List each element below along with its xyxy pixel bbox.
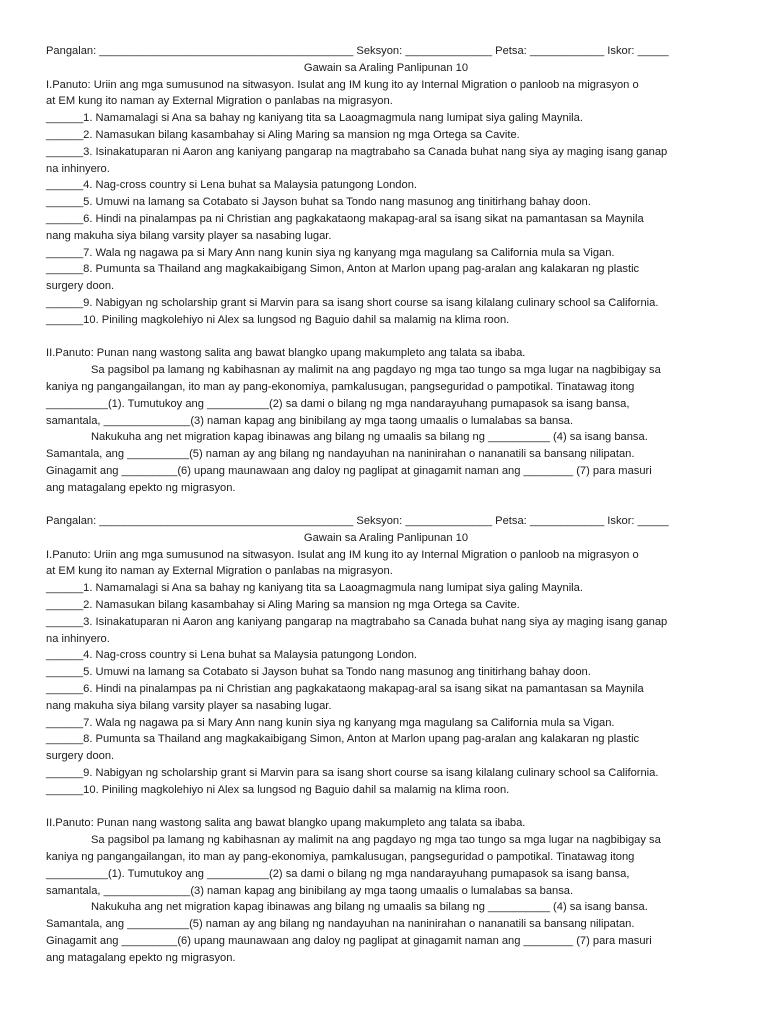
paragraph1-line: __________(1). Tumutukoy ang __________(2) sa dami o bilang ng mga nandarayuhang pumapasok sa isang bansa,	[46, 397, 630, 410]
spacer	[46, 799, 726, 816]
item-9: ______9. Nabigyan ng scholarship grant si Marvin para sa isang short course sa isang kilalang culinary school sa California.	[46, 296, 659, 309]
paragraph2-line: Ginagamit ang _________(6) upang maunawaan ang daloy ng paglipat at ginagamit naman ang ________ (7) para masuri	[46, 934, 652, 947]
item-7: ______7. Wala ng nagawa pa si Mary Ann nang kunin siya ng kanyang mga magulang sa California mula sa Vigan.	[46, 716, 615, 729]
part2-section	[46, 815, 726, 966]
part1-instruction-line: I.Panuto: Uriin ang mga sumusunod na sitwasyon. Isulat ang IM kung ito ay Internal Migration o panloob na migrasyon o	[46, 78, 639, 91]
item-8: ______8. Pumunta sa Thailand ang magkakaibigang Simon, Anton at Marlon upang pag-aralan ang kalakaran ng plastic	[46, 733, 640, 746]
item-3-continued: na inhinyero.	[46, 162, 110, 175]
item-6-continued: nang makuha siya bilang varsity player sa nasabing lugar.	[46, 699, 332, 712]
worksheet-copy-2	[46, 513, 726, 967]
item-10: ______10. Piniling magkolehiyo ni Alex sa lungsod ng Baguio dahil sa malamig na klima roon.	[46, 313, 510, 326]
worksheet-title: Gawain sa Araling Panlipunan 10	[303, 531, 469, 544]
paragraph1-line: samantala, ______________(3) naman kapag ang binibilang ay mga taong umaalis o lumalabas sa bansa.	[46, 884, 574, 897]
part2-instruction: II.Panuto: Punan nang wastong salita ang bawat blangko upang makumpleto ang talata sa ibaba.	[46, 347, 526, 360]
item-1: ______1. Namamalagi si Ana sa bahay ng kaniyang tita sa Laoagmagmula nang lumipat siya galing Maynila.	[46, 582, 583, 595]
part2-section	[46, 345, 726, 496]
paragraph1-line: Sa pagsibol pa lamang ng kabihasnan ay malimit na ang pagdayo ng mga tao tungo sa mga lugar na nagbibigay sa	[91, 364, 661, 377]
part1-instruction-line: I.Panuto: Uriin ang mga sumusunod na sitwasyon. Isulat ang IM kung ito ay Internal Migration o panloob na migrasyon o	[46, 548, 639, 561]
item-5: ______5. Umuwi na lamang sa Cotabato si Jayson buhat sa Tondo nang masunog ang tinitirhang bahay doon.	[46, 666, 591, 679]
paragraph2-line: Nakukuha ang net migration kapag ibinawas ang bilang ng umaalis sa bilang ng __________ (4) sa isang bansa.	[91, 901, 648, 914]
paragraph2-line: Ginagamit ang _________(6) upang maunawaan ang daloy ng paglipat at ginagamit naman ang ________ (7) para masuri	[46, 464, 652, 477]
part1-instruction-line: at EM kung ito naman ay External Migration o panlabas na migrasyon.	[46, 565, 393, 578]
item-7: ______7. Wala ng nagawa pa si Mary Ann nang kunin siya ng kanyang mga magulang sa California mula sa Vigan.	[46, 246, 615, 259]
item-4: ______4. Nag-cross country si Lena buhat sa Malaysia patungong London.	[46, 179, 417, 192]
item-3: ______3. Isinakatuparan ni Aaron ang kaniyang pangarap na magtrabaho sa Canada buhat nang siya ay maging isang ganap	[46, 615, 668, 628]
item-2: ______2. Namasukan bilang kasambahay si Aling Maring sa mansion ng mga Ortega sa Cavite.	[46, 128, 520, 141]
item-2: ______2. Namasukan bilang kasambahay si Aling Maring sa mansion ng mga Ortega sa Cavite.	[46, 598, 520, 611]
paragraph2-line: Samantala, ang __________(5) naman ay ang bilang ng nandayuhan na naninirahan o nananatili sa bansang nilipatan.	[46, 448, 635, 461]
part1-section	[46, 77, 726, 329]
item-1: ______1. Namamalagi si Ana sa bahay ng kaniyang tita sa Laoagmagmula nang lumipat siya galing Maynila.	[46, 112, 583, 125]
item-9: ______9. Nabigyan ng scholarship grant si Marvin para sa isang short course sa isang kilalang culinary school sa California.	[46, 766, 659, 779]
worksheet-title: Gawain sa Araling Panlipunan 10	[303, 61, 469, 74]
paragraph2-line: Nakukuha ang net migration kapag ibinawas ang bilang ng umaalis sa bilang ng __________ (4) sa isang bansa.	[91, 431, 648, 444]
student-info-line: Pangalan: _________________________________________ Seksyon: ______________ Petsa: ____________ Iskor: _____	[46, 45, 669, 57]
item-8-continued: surgery doon.	[46, 750, 115, 763]
spacer	[46, 329, 726, 346]
item-3: ______3. Isinakatuparan ni Aaron ang kaniyang pangarap na magtrabaho sa Canada buhat nang siya ay maging isang ganap	[46, 145, 668, 158]
item-6-continued: nang makuha siya bilang varsity player sa nasabing lugar.	[46, 229, 332, 242]
item-6: ______6. Hindi na pinalampas pa ni Christian ang pagkakataong makapag-aral sa isang sikat na pamantasan sa Maynila	[46, 212, 644, 225]
student-info-line: Pangalan: _________________________________________ Seksyon: ______________ Petsa: ____________ Iskor: _____	[46, 515, 669, 527]
item-8: ______8. Pumunta sa Thailand ang magkakaibigang Simon, Anton at Marlon upang pag-aralan ang kalakaran ng plastic	[46, 263, 640, 276]
item-10: ______10. Piniling magkolehiyo ni Alex sa lungsod ng Baguio dahil sa malamig na klima roon.	[46, 783, 510, 796]
paragraph1-line: samantala, ______________(3) naman kapag ang binibilang ay mga taong umaalis o lumalabas sa bansa.	[46, 414, 574, 427]
paragraph1-line: kaniya ng pangangailangan, ito man ay pang-ekonomiya, pamkalusugan, pangseguridad o pampotikal. Tinatawag itong	[46, 380, 635, 393]
item-3-continued: na inhinyero.	[46, 632, 110, 645]
item-4: ______4. Nag-cross country si Lena buhat sa Malaysia patungong London.	[46, 649, 417, 662]
item-6: ______6. Hindi na pinalampas pa ni Christian ang pagkakataong makapag-aral sa isang sikat na pamantasan sa Maynila	[46, 682, 644, 695]
paragraph2-line: Samantala, ang __________(5) naman ay ang bilang ng nandayuhan na naninirahan o nananatili sa bansang nilipatan.	[46, 918, 635, 931]
item-8-continued: surgery doon.	[46, 280, 115, 293]
paragraph1-line: Sa pagsibol pa lamang ng kabihasnan ay malimit na ang pagdayo ng mga tao tungo sa mga lugar na nagbibigay sa	[91, 834, 661, 847]
paragraph2-line: ang matagalang epekto ng migrasyon.	[46, 951, 236, 964]
worksheet-copy-1	[46, 43, 726, 497]
part2-instruction: II.Panuto: Punan nang wastong salita ang bawat blangko upang makumpleto ang talata sa ibaba.	[46, 817, 526, 830]
paragraph1-line: kaniya ng pangangailangan, ito man ay pang-ekonomiya, pamkalusugan, pangseguridad o pampotikal. Tinatawag itong	[46, 850, 635, 863]
part1-section	[46, 547, 726, 799]
item-5: ______5. Umuwi na lamang sa Cotabato si Jayson buhat sa Tondo nang masunog ang tinitirhang bahay doon.	[46, 196, 591, 209]
paragraph1-line: __________(1). Tumutukoy ang __________(2) sa dami o bilang ng mga nandarayuhang pumapasok sa isang bansa,	[46, 867, 630, 880]
paragraph2-line: ang matagalang epekto ng migrasyon.	[46, 481, 236, 494]
part1-instruction-line: at EM kung ito naman ay External Migration o panlabas na migrasyon.	[46, 95, 393, 108]
